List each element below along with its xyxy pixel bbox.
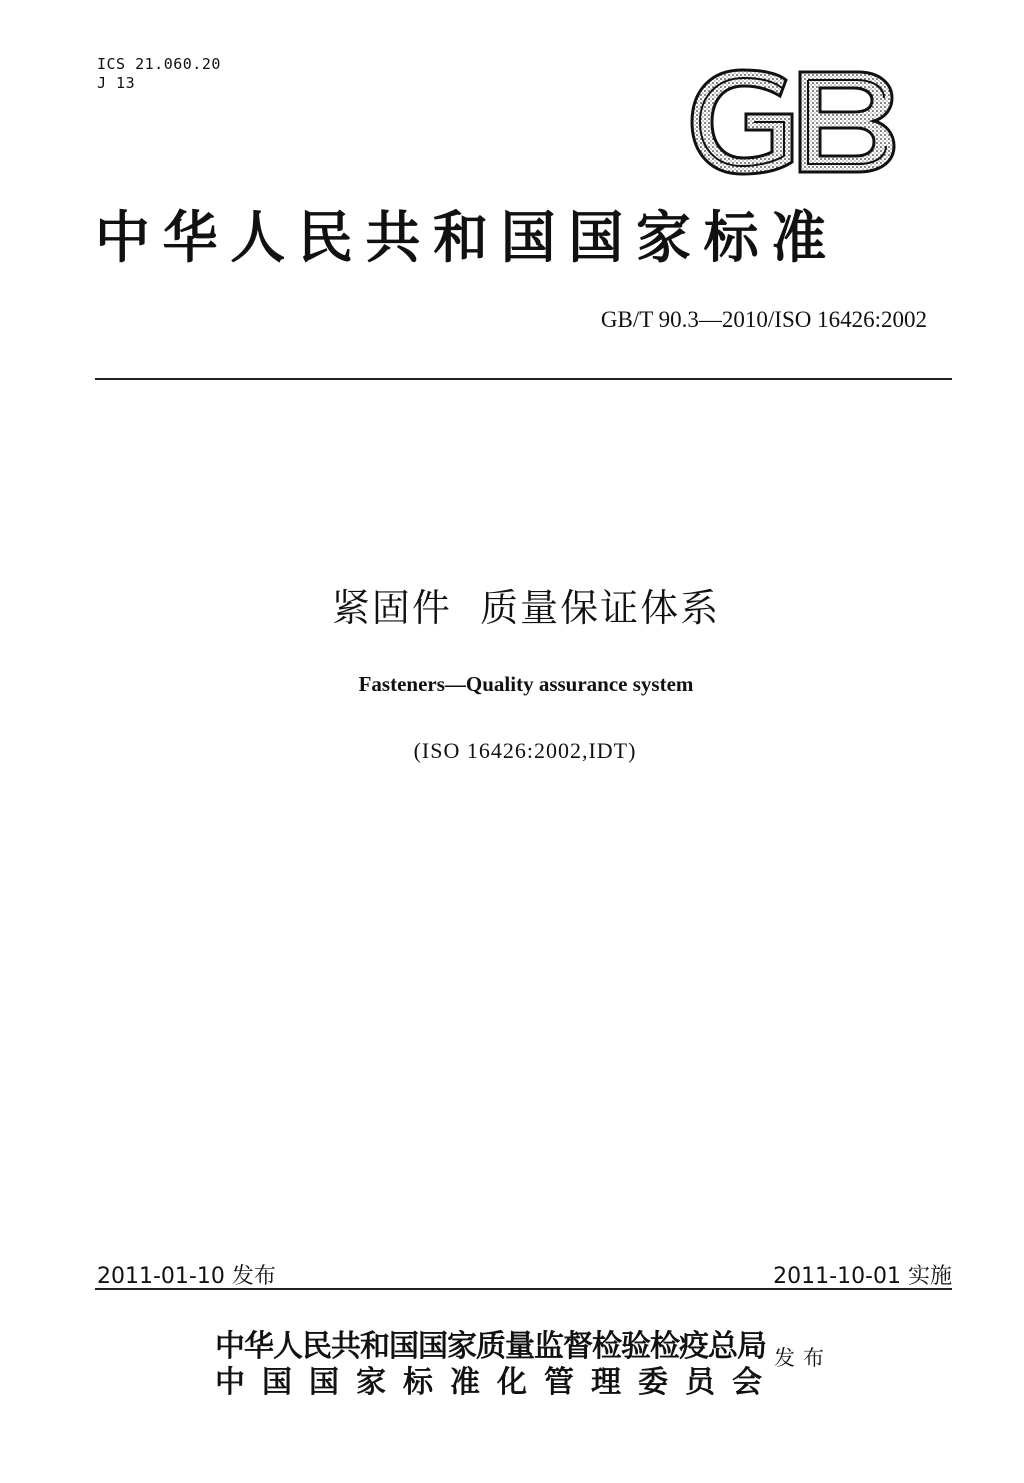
issuer-aqsiq: 中华人民共和国国家质量监督检验检疫总局 (215, 1329, 766, 1364)
ics-code: ICS 21.060.20 (97, 55, 221, 73)
issuer-sac: 中国国家标准化管理委员会 (215, 1365, 779, 1400)
footer-divider (95, 1288, 952, 1290)
issuer-action: 发布 (774, 1346, 832, 1370)
national-standard-title: 中华人民共和国国家标准 (95, 205, 839, 271)
issue-date: 2011-01-10 发布 (97, 1264, 276, 1289)
header-divider (95, 378, 952, 380)
iso-equivalence: (ISO 16426:2002,IDT) (413, 738, 637, 763)
gb-logo-icon (688, 66, 898, 178)
ccs-code: J 13 (97, 74, 136, 92)
effective-date: 2011-10-01 实施 (773, 1264, 952, 1289)
document-title-en: Fasteners—Quality assurance system (358, 672, 694, 696)
classification-codes (97, 55, 221, 93)
standard-number: GB/T 90.3—2010/ISO 16426:2002 (600, 307, 927, 332)
document-title-cn: 紧固件 质量保证体系 (331, 586, 721, 630)
